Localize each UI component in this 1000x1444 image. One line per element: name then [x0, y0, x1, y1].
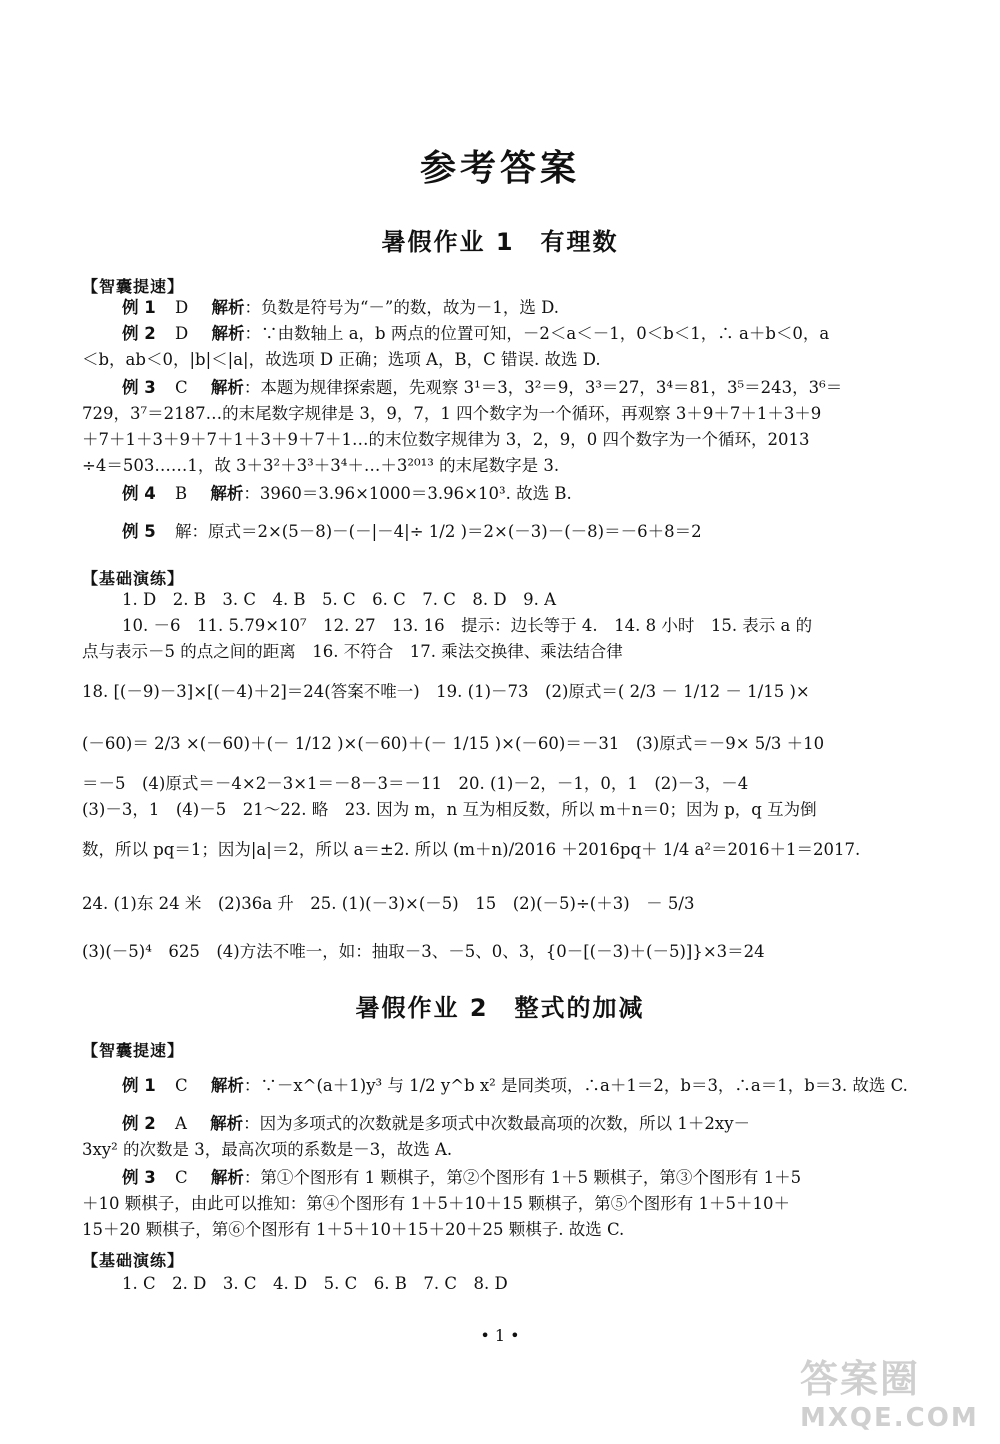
- example-label: 例 1: [122, 1076, 156, 1095]
- example-answer: B: [174, 484, 188, 503]
- basic-line: 数，所以 pq＝1；因为|a|＝2，所以 a＝±2. 所以 (m＋n)/2016 ＋2016pq＋ 1/4 a²＝2016＋1＝2017.: [82, 840, 861, 859]
- example-text-cont: ＜b，ab＜0，|b|＜|a|，故选项 D 正确；选项 A，B，C 错误. 故选 D.: [82, 350, 601, 369]
- example-label: 例 5: [122, 522, 156, 541]
- example-2: [122, 324, 912, 344]
- example-text-cont: 729，3⁷＝2187…的末尾数字规律是 3，9，7，1 四个数字为一个循环，再观察 3＋9＋7＋1＋3＋9: [82, 404, 822, 423]
- tag-zhinang-2: 【智囊提速】: [82, 1041, 185, 1060]
- watermark-url: MXQE.COM: [800, 1403, 979, 1433]
- watermark-logo: [800, 1348, 985, 1436]
- basic-line: 18. [(－9)－3]×[(－4)＋2]＝24(答案不唯一) 19. (1)－73 (2)原式＝( 2/3 － 1/12 － 1/15 )×: [82, 682, 810, 701]
- jiexi-label: 解析: [210, 484, 244, 503]
- watermark-main: 答案圈: [800, 1357, 921, 1401]
- basic-line: 1. D 2. B 3. C 4. B 5. C 6. C 7. C 8. D 9. A: [122, 590, 557, 609]
- jiexi-label: 解析: [210, 378, 244, 397]
- page-title: 参考答案: [419, 148, 580, 189]
- example-text: ：∵－x^(a＋1)y³ 与 1/2 y^b x² 是同类项，∴a＋1＝2，b＝3，∴a＝1，b＝3. 故选 C.: [243, 1076, 908, 1095]
- example-answer: D: [174, 298, 189, 317]
- example-text-cont: 3xy² 的次数是 3，最高次项的系数是－3，故选 A.: [82, 1140, 453, 1159]
- example-label: 例 4: [122, 484, 156, 503]
- example-1: [122, 1076, 912, 1096]
- example-text: 解：原式＝2×(5－8)－(－|－4|÷ 1/2 )＝2×(－3)－(－8)＝－6＋8＝2: [174, 522, 702, 541]
- example-answer: C: [174, 1076, 188, 1095]
- example-label: 例 3: [122, 1168, 156, 1187]
- example-text: ：3960＝3.96×1000＝3.96×10³. 故选 B.: [243, 484, 572, 503]
- example-2: [122, 1114, 912, 1134]
- section-heading-1: 暑假作业 1 有理数: [381, 228, 619, 256]
- example-text: ：∵由数轴上 a，b 两点的位置可知，－2＜a＜－1，0＜b＜1，∴ a＋b＜0，a: [244, 324, 830, 343]
- example-label: 例 3: [122, 378, 156, 397]
- example-3: [122, 378, 912, 398]
- example-text-cont: ÷4＝503……1，故 3＋3²＋3³＋3⁴＋…＋3²⁰¹³ 的末尾数字是 3.: [82, 456, 560, 475]
- example-text-cont: ＋7＋1＋3＋9＋7＋1＋3＋9＋7＋1…的末位数字规律为 3，2，9，0 四个数字为一个循环，2013: [82, 430, 810, 449]
- example-1: [122, 298, 912, 318]
- example-3: [122, 1168, 912, 1188]
- page-number: • 1 •: [480, 1326, 520, 1345]
- example-label: 例 2: [122, 1114, 156, 1133]
- basic-line: 24. (1)东 24 米 (2)36a 升 25. (1)(－3)×(－5) 15 (2)(－5)÷(＋3) － 5/3: [82, 894, 695, 913]
- section-heading-2: 暑假作业 2 整式的加减: [355, 994, 645, 1022]
- example-5: [122, 522, 912, 542]
- example-answer: D: [174, 324, 189, 343]
- example-4: [122, 484, 912, 504]
- tag-jichu-1: 【基础演练】: [82, 569, 185, 588]
- basic-line: 点与表示－5 的点之间的距离 16. 不符合 17. 乘法交换律、乘法结合律: [82, 642, 623, 661]
- tag-jichu-2: 【基础演练】: [82, 1251, 185, 1270]
- example-text: ：因为多项式的次数就是多项式中次数最高项的次数，所以 1＋2xy－: [243, 1114, 751, 1133]
- example-label: 例 2: [122, 324, 156, 343]
- basic-line: 1. C 2. D 3. C 4. D 5. C 6. B 7. C 8. D: [122, 1274, 508, 1293]
- example-text: ：负数是符号为“－”的数，故为－1，选 D.: [244, 298, 559, 317]
- example-text-cont: 15＋20 颗棋子，第⑥个图形有 1＋5＋10＋15＋20＋25 颗棋子. 故选 C.: [82, 1220, 625, 1239]
- tag-zhinang-1: 【智囊提速】: [82, 277, 185, 296]
- example-answer: A: [174, 1114, 187, 1133]
- jiexi-label: 解析: [210, 1076, 244, 1095]
- example-text: ：本题为规律探索题，先观察 3¹＝3，3²＝9，3³＝27，3⁴＝81，3⁵＝243，3⁶＝: [243, 378, 843, 397]
- basic-line: (3)－3，1 (4)－5 21～22. 略 23. 因为 m，n 互为相反数，所以 m＋n＝0；因为 p，q 互为倒: [82, 800, 817, 819]
- jiexi-label: 解析: [211, 298, 245, 317]
- example-answer: C: [174, 378, 188, 397]
- example-label: 例 1: [122, 298, 156, 317]
- example-text-cont: ＋10 颗棋子，由此可以推知：第④个图形有 1＋5＋10＋15 颗棋子，第⑤个图形有 1＋5＋10＋: [82, 1194, 790, 1213]
- jiexi-label: 解析: [211, 324, 245, 343]
- basic-line: (－60)＝ 2/3 ×(－60)＋(－ 1/12 )×(－60)＋(－ 1/15 )×(－60)＝－31 (3)原式＝－9× 5/3 ＋10: [82, 734, 825, 753]
- jiexi-label: 解析: [210, 1114, 244, 1133]
- example-answer: C: [174, 1168, 188, 1187]
- basic-line: 10. －6 11. 5.79×10⁷ 12. 27 13. 16 提示：边长等于 4. 14. 8 小时 15. 表示 a 的: [122, 616, 813, 635]
- jiexi-label: 解析: [210, 1168, 244, 1187]
- basic-line: ＝－5 (4)原式＝－4×2－3×1＝－8－3＝－11 20. (1)－2，－1，0，1 (2)－3，－4: [82, 774, 749, 793]
- basic-line: (3)(－5)⁴ 625 (4)方法不唯一，如：抽取－3、－5、0、3，{0－[(－3)＋(－5)]}×3＝24: [82, 942, 765, 961]
- example-text: ：第①个图形有 1 颗棋子，第②个图形有 1＋5 颗棋子，第③个图形有 1＋5: [243, 1168, 802, 1187]
